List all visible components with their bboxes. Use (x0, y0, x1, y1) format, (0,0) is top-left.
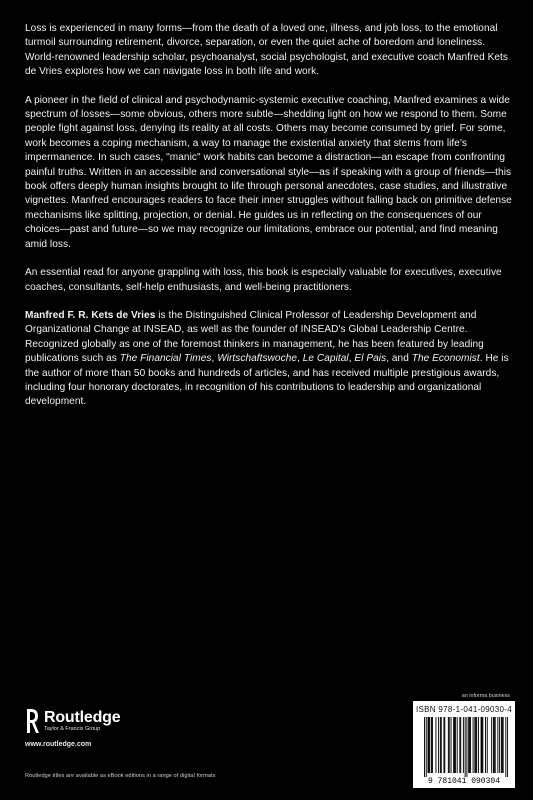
barcode-bar (503, 717, 504, 773)
isbn-barcode-box (413, 701, 515, 788)
barcode-bar (459, 717, 460, 773)
barcode-bar (453, 717, 454, 773)
barcode-bar (507, 717, 508, 777)
blurb-paragraph-2: A pioneer in the field of clinical and psychodynamic-systemic executive coaching, Manfred examines a wide spectrum of losses—some obvious, others more subtle—shedding light on how we respond to them. Some people fight against loss, denying its reality at all costs. Others may become consumed by grief. For some, work becomes a coping mechanism, a way to manage the existential anxiety that stems from life's impermanence. In such cases, "manic" work habits can become a distraction—an escape from confronting painful truths. Written in an accessible and conversational style—as if speaking with a group of friends—this book offers deeply human insights brought to life through personal anecdotes, case studies, and illustrative vignettes. Manfred encourages readers to face their inner struggles without falling back on primitive defense mechanisms like splitting, projection, or denial. He guides us in reflecting on the consequences of our choices—past and future—so we may recognize our limitations, embrace our potential, and find meaning amid loss. (25, 94, 512, 250)
ebook-footnote: Routledge titles are available as eBook editions in a range of digital formats (25, 773, 216, 779)
barcode-bar (493, 717, 494, 773)
isbn-number: ISBN 978-1-041-09030-4 (416, 705, 512, 714)
barcode-bar (468, 717, 469, 773)
barcode-bar (438, 717, 439, 773)
barcode-bar (495, 717, 496, 773)
blurb-text (25, 22, 515, 410)
barcode-bar (478, 717, 479, 773)
barcode-bar (487, 717, 488, 773)
publication-name: El Pais (354, 353, 387, 365)
barcode-bar (491, 717, 492, 773)
barcode-bar (449, 717, 450, 773)
barcode-bar (474, 717, 475, 773)
barcode-bar (457, 717, 458, 773)
publisher-block (25, 708, 355, 748)
barcode-bar (499, 717, 500, 773)
barcode-bar (426, 717, 427, 777)
publisher-group: Taylor & Francis Group (44, 726, 101, 732)
publisher-name: Routledge (44, 709, 121, 726)
blurb-paragraph-1: Loss is experienced in many forms—from the death of a loved one, illness, and job loss, to the emotional turmoil surrounding retirement, divorce, separation, or even the quiet ache of boredom and loneliness. World-renowned leadership scholar, psychoanalyst, social psychologist, and executive coach Manfred Kets de Vries explores how we can navigate loss in both life and work. (25, 23, 508, 78)
barcode-bar (476, 717, 477, 773)
author-bio (25, 309, 515, 410)
barcode-bar (481, 717, 482, 773)
publication-name: Wirtschaftswoche (217, 353, 298, 365)
barcode-bar (443, 717, 444, 773)
author-name: Manfred F. R. Kets de Vries (25, 309, 156, 321)
barcode-bar (428, 717, 429, 773)
publication-name: The Financial Times (119, 353, 212, 365)
separator: , (348, 353, 355, 365)
barcode-bar (481, 717, 482, 773)
separator: , (297, 353, 303, 365)
barcode-bars (424, 717, 508, 777)
blurb-paragraph-3: An essential read for anyone grappling with loss, this book is especially valuable for executives, executive coaches, consultants, self-help enthusiasts, and well-being practitioners. (25, 267, 502, 293)
author-bio-text-2: . He is the author of more than 50 books and hundreds of articles, and has received multiple prestigious awards, including four honorary doctorates, in recognition of his contributions to leadership and organizational development. (25, 353, 509, 408)
barcode-bar (463, 717, 464, 773)
barcode-bar (466, 717, 467, 777)
barcode-bar (485, 717, 486, 773)
publisher-website: www.routledge.com (25, 741, 92, 748)
barcode-bar (494, 717, 495, 773)
barcode-bar (435, 717, 436, 773)
barcode-bar (429, 717, 430, 773)
barcode-bar (475, 717, 476, 773)
barcode-bar (431, 717, 432, 773)
routledge-logo-icon (25, 708, 39, 734)
separator: , (211, 353, 218, 365)
barcode-bar (424, 717, 425, 777)
barcode-bar (497, 717, 498, 773)
barcode-bar (473, 717, 474, 773)
barcode-bar (469, 717, 470, 773)
barcode-bar (441, 717, 442, 773)
barcode-bar (440, 717, 441, 773)
barcode-digits: 9 781041 090304 (427, 777, 501, 786)
barcode (418, 716, 510, 786)
barcode-bar (444, 717, 445, 773)
informa-tagline: an informa business (461, 693, 510, 699)
barcode-bar (465, 717, 466, 777)
barcode-bar (482, 717, 483, 773)
barcode-bar (448, 717, 449, 773)
barcode-bar (428, 717, 429, 773)
barcode-bar (502, 717, 503, 773)
barcode-bar (460, 717, 461, 773)
barcode-bar (454, 717, 455, 773)
publisher-logo (25, 708, 355, 734)
barcode-bar (451, 717, 452, 773)
barcode-bar (455, 717, 456, 773)
separator: , and (386, 353, 412, 365)
barcode-bar (501, 717, 502, 773)
barcode-bar (470, 717, 471, 773)
publication-name: The Economist (411, 353, 480, 365)
barcode-bar (432, 717, 433, 773)
barcode-bar (505, 717, 506, 777)
publication-name: Le Capital (302, 353, 349, 365)
author-bio-text-1: is the Distinguished Clinical Professor of Leadership Development and Organizational Change at INSEAD, as well as the founder of INSEAD's Global Leadership Centre. Recognized globally as one of the foremost thinkers in management, he has been featured by leading publications such as (25, 309, 484, 365)
